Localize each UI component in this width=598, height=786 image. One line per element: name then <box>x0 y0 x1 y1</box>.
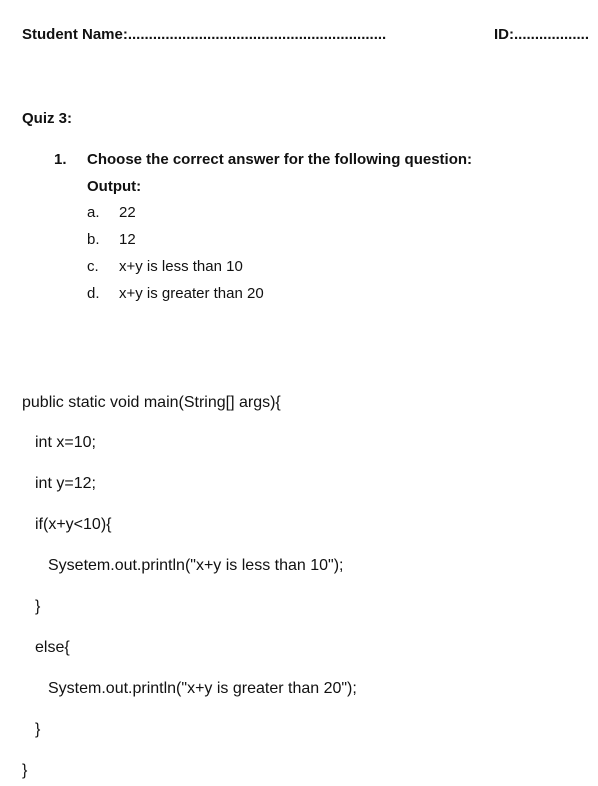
code-line-print-less: Sysetem.out.println("x+y is less than 10"); <box>48 557 344 574</box>
option-a-text: 22 <box>119 204 136 221</box>
option-c-text: x+y is less than 10 <box>119 258 243 275</box>
student-name-field <box>22 26 386 43</box>
code-line-declare-y: int y=12; <box>35 475 96 492</box>
option-d-text: x+y is greater than 20 <box>119 285 264 302</box>
code-line-declare-x: int x=10; <box>35 434 96 451</box>
code-line-print-greater: System.out.println("x+y is greater than 20"); <box>48 680 357 697</box>
code-line-close-if: } <box>35 598 41 615</box>
quiz-title: Quiz 3: <box>22 110 73 127</box>
option-b-text: 12 <box>119 231 136 248</box>
code-line-close-main: } <box>22 762 28 779</box>
student-name-label: Student Name: <box>22 26 128 43</box>
code-line-if: if(x+y<10){ <box>35 516 112 533</box>
id-blank: .................. <box>514 26 590 43</box>
id-field <box>494 26 589 43</box>
option-c-letter: c. <box>87 258 99 275</box>
student-name-blank: .............................................................. <box>127 26 387 43</box>
code-line-close-else: } <box>35 721 41 738</box>
id-label: ID: <box>494 26 514 43</box>
code-line-signature: public static void main(String[] args){ <box>22 394 281 411</box>
option-b-letter: b. <box>87 231 100 248</box>
output-label: Output: <box>87 178 142 195</box>
code-line-else: else{ <box>35 639 70 656</box>
option-d-letter: d. <box>87 285 100 302</box>
question-text: Choose the correct answer for the following question: <box>87 151 473 168</box>
option-a-letter: a. <box>87 204 100 221</box>
question-number: 1. <box>54 151 67 168</box>
